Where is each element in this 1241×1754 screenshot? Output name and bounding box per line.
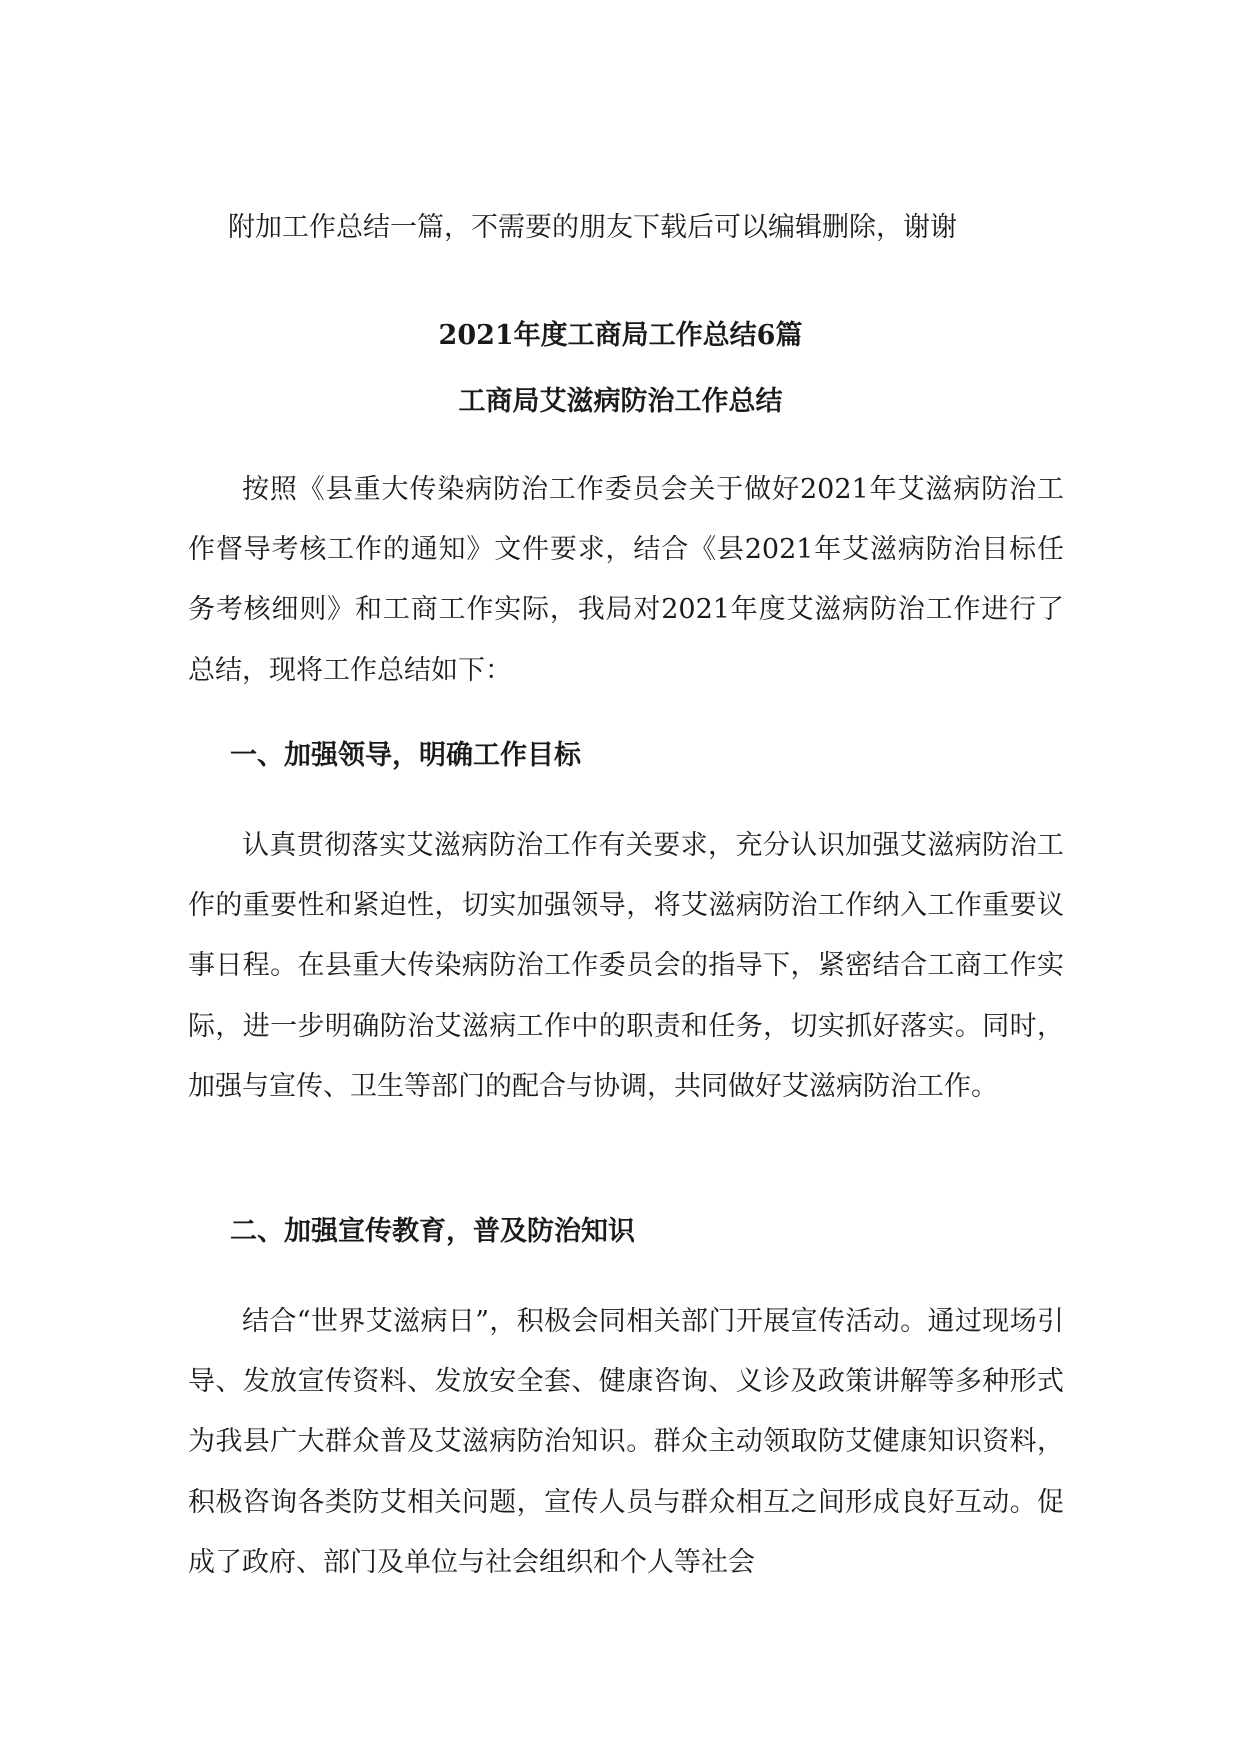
download-note: 附加工作总结一篇，不需要的朋友下载后可以编辑删除，谢谢	[228, 212, 957, 243]
paragraph-intro: 按照《县重大传染病防治工作委员会关于做好2021年艾滋病防治工作督导考核工作的通知》文件要求，结合《县2021年艾滋病防治目标任务考核细则》和工商工作实际，我局对2021年度艾滋病防治工作进行了总结，现将工作总结如下：	[188, 474, 1064, 686]
main-title: 2021年度工商局工作总结6篇	[438, 320, 803, 351]
paragraph-leadership: 认真贯彻落实艾滋病防治工作有关要求，充分认识加强艾滋病防治工作的重要性和紧迫性，切实加强领导，将艾滋病防治工作纳入工作重要议事日程。在县重大传染病防治工作委员会的指导下，紧密结合工商工作实际，进一步明确防治艾滋病工作中的职责和任务，切实抓好落实。同时，加强与宣传、卫生等部门的配合与协调，共同做好艾滋病防治工作。	[188, 830, 1064, 1102]
section-heading-education: 二、加强宣传教育，普及防治知识	[230, 1216, 635, 1247]
paragraph-education: 结合“世界艾滋病日”，积极会同相关部门开展宣传活动。通过现场引导、发放宣传资料、发放安全套、健康咨询、义诊及政策讲解等多种形式为我县广大群众普及艾滋病防治知识。群众主动领取防艾健康知识资料，积极咨询各类防艾相关问题，宣传人员与群众相互之间形成良好互动。促成了政府、部门及单位与社会组织和个人等社会	[188, 1306, 1064, 1578]
section-heading-leadership: 一、加强领导，明确工作目标	[230, 740, 581, 771]
sub-title: 工商局艾滋病防治工作总结	[458, 386, 783, 417]
